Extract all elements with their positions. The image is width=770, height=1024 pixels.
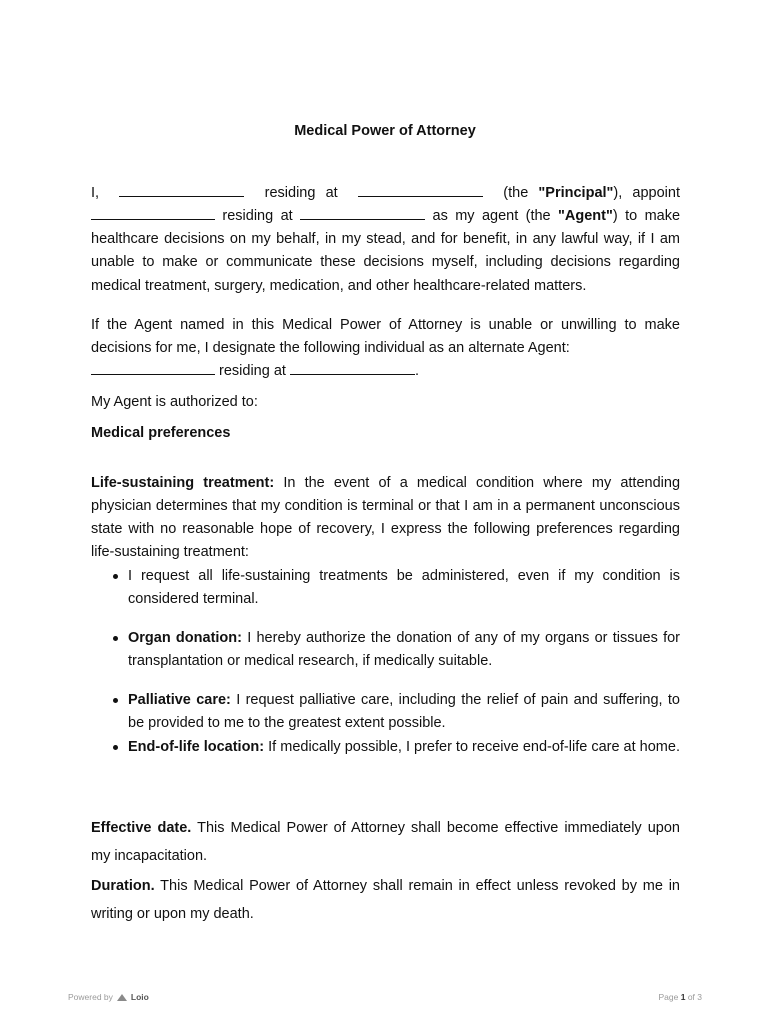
principal-address-blank <box>358 184 483 197</box>
bullet-icon <box>113 745 118 750</box>
loio-logo-icon <box>117 994 127 1001</box>
duration-paragraph: Duration. This Medical Power of Attorney shall remain in effect unless revoked by me in writing or upon my death. <box>91 877 680 922</box>
bullet-icon <box>113 574 118 579</box>
list-item: Organ donation: I hereby authorize the donation of any of my organs or tissues for transplantation or medical research, if medically suitable. <box>110 627 680 674</box>
effective-date-paragraph: Effective date. This Medical Power of Attorney shall become effective immediately upon my incapacitation. <box>91 819 680 864</box>
bullet-icon <box>113 636 118 641</box>
bullet-icon <box>113 698 118 703</box>
authorization-paragraph: My Agent is authorized to: <box>91 393 258 410</box>
agent-address-blank <box>300 207 425 220</box>
list-item: Palliative care: I request palliative care, including the relief of pain and suffering, to be provided to me to the greatest extent possible. <box>110 689 680 736</box>
alternate-name-blank <box>91 362 215 375</box>
preference-list-2 <box>110 627 680 674</box>
document-title: Medical Power of Attorney <box>294 123 476 139</box>
life-sustaining-paragraph: Life-sustaining treatment: In the event of a medical condition where my attending physician determines that my condition is terminal or that I am in a permanent unconscious state with no reasonable hope of recovery, I express the following preferences regarding life-sustaining treatment: <box>91 474 681 561</box>
alternate-address-blank <box>290 362 415 375</box>
preference-list-1 <box>110 565 680 612</box>
preference-list-3 <box>110 689 680 759</box>
page-number: Page 1 of 3 <box>658 992 702 1002</box>
list-item: End-of-life location: If medically possible, I prefer to receive end-of-life care at home. <box>110 736 680 759</box>
alternate-agent-paragraph: If the Agent named in this Medical Power of Attorney is unable or unwilling to make decisions for me, I designate the following individual as an alternate Agent: residing at . <box>91 316 680 380</box>
intro-paragraph: I, residing at (the "Principal"), appoint residing at as my agent (the "Agent") to make healthcare decisions on my behalf, in my stead, and for benefit, in any lawful way, if I am unable to make or communicate these decisions myself, including decisions regarding medical treatment, surgery, medication, and other healthcare-related matters. <box>91 184 681 294</box>
list-item: I request all life-sustaining treatments be administered, even if my condition is considered terminal. <box>110 565 680 612</box>
agent-name-blank <box>91 207 215 220</box>
principal-name-blank <box>119 184 244 197</box>
brand-name: Loio <box>130 992 149 1002</box>
section-heading-medical-preferences: Medical preferences <box>91 425 231 441</box>
powered-by-footer: Powered by Loio <box>68 992 149 1002</box>
